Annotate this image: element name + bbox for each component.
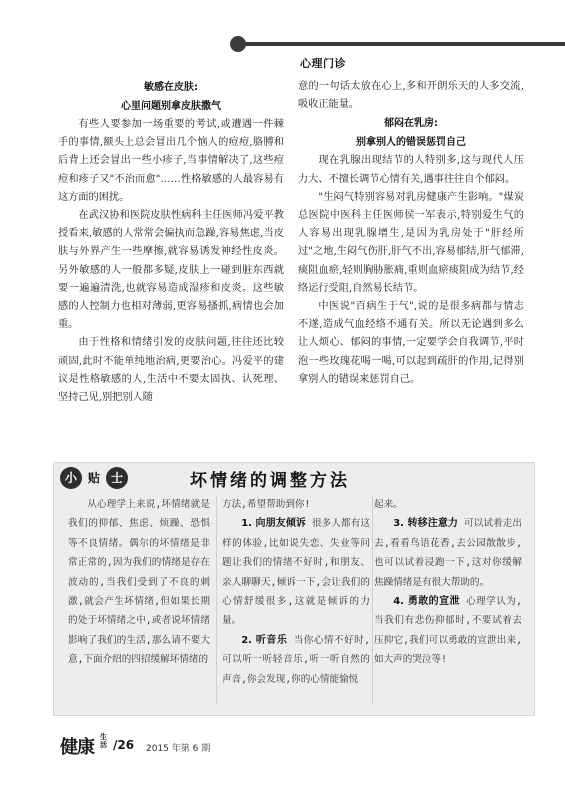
tip-heading: 1. 向朋友倾诉 (241, 518, 307, 530)
tip-text: 可以试着走出去,看看鸟语花香,去公园散散步,也可以试着浸跑一下,这对你缓解焦躁情绪是有很大帮助的。 (374, 518, 523, 588)
tip-music-continued: 起来。 (374, 499, 403, 510)
magazine-logo-small: 生活 (100, 733, 107, 749)
tips-intro-continued: 方法,希望帮助到你! (222, 499, 311, 510)
column-divider (216, 495, 217, 705)
header-rule (240, 42, 565, 46)
tip-text: 当你心情不好时,可以听一听轻音乐,听一听自然的声音,你会发现,你的心情能愉悦 (222, 634, 370, 685)
tip-heading: 2. 听音乐 (241, 634, 288, 646)
magazine-logo: 健康 (60, 737, 94, 758)
tip-heading: 4. 勇敢的宣泄 (393, 596, 460, 608)
article-right-column (298, 78, 524, 389)
badge-char: 士 (106, 467, 128, 489)
article1-subtitle: 心里问题别拿皮肤撒气 (121, 101, 221, 112)
issue-info: 2015 年第 6 期 (146, 744, 211, 754)
badge-char: 贴 (87, 471, 100, 485)
tip-text: 很多人都有这样的体验,比如说失恋、失业等问题让我们的情绪不好时,和朋友、亲人聊聊天,倾诉一下,会让我们的心情舒缓很多,这就是倾诉的力量。 (222, 518, 371, 627)
article1-paragraph: 在武汉协和医院皮肤性病科主任医师冯爱平教授看来,敏感的人常常会偏执而急躁,容易焦虑,当皮肤与外界产生一些摩擦,就容易诱发神经性皮炎。另外敏感的人一般都多疑,皮肤上一碰到脏东西就要一遍遍清洗,也就容易造成湿疹和皮炎。这些敏感的人控制力也相对薄弱,更容易搔抓,病情也会加重。 (58, 210, 284, 331)
badge-char: 小 (60, 467, 82, 489)
article2-subtitle: 别拿别人的错误惩罚自己 (356, 137, 466, 149)
section-label: 心理门诊 (300, 57, 346, 70)
article2-paragraph: "生闷气特别容易对乳房健康产生影响。"煤炭总医院中医科主任医师侯一军表示,特别爱生气的人容易出现乳腺增生,是因为乳房处于"肝经所过"之地,生闷气伤肝,肝气不出,容易郁结,肝气郁滞,痰阻血瘀,轻则胸胁胀痛,重则血瘀痰阻成为结节,经络运行受阻,自然易长结节。 (298, 191, 524, 294)
article2-paragraph: 现在乳腺出现结节的人特别多,这与现代人压力大、不擅长调节心情有关,遇事往往自个郁闷。 (298, 155, 524, 185)
article2-title: 郁闷在乳房: (384, 118, 438, 130)
article1-paragraph: 有些人要参加一场重要的考试,或遭遇一件棘手的事情,额头上总会冒出几个恼人的痘痘,胳膊和后背上还会冒出一些小疹子,当事情解决了,这些痘痘和疹子又"不治而愈"……性格敏感的人最容易有这方面的困扰。 (58, 119, 284, 203)
tips-intro: 从心理学上来说,坏情绪就是我们的抑郁、焦虑、烦躁、恐惧等不良情绪。偶尔的坏情绪是非常正常的,因为我们的情绪是存在波动的,当我们受到了不良的刺激,就会产生坏情绪,但如果长期的处于坏情绪之中,或者说坏情绪影响了我们的生活,那么请不要大意,下面介绍的四招缓解坏情绪的 (68, 499, 210, 666)
tip-text: 心理学认为,当我们有悲伤抑郁时,不要试着去压抑它,我们可以勇敢的宣泄出来,如大声的哭泣等! (374, 596, 522, 666)
article1-title: 敏感在皮肤: (144, 82, 198, 93)
tips-column-3 (374, 495, 522, 670)
page-number: /26 (113, 738, 135, 752)
tips-badge (60, 467, 130, 489)
tips-title: 坏情绪的调整方法 (190, 471, 350, 491)
article1-paragraph: 由于性格和情绪引发的皮肤问题,往往还比较顽固,此时不能单纯地治病,更要治心。冯爱平的建议是性格敏感的人,生活中不要太固执、认死理、坚持己见,别把别人随 (58, 337, 284, 404)
article-left-column (58, 78, 284, 407)
article2-paragraph: 中医说"百病生于气",说的是很多病都与情志不遂,造成气血经络不通有关。所以无论遇到多么让人烦心、郁闷的事情,一定要学会自我调节,平时泡一些玫瑰花喝一喝,可以起到疏肝的作用,记得别拿别人的错误来惩罚自己。 (298, 301, 524, 385)
tips-column-2 (222, 495, 370, 689)
column-divider (372, 495, 373, 705)
tip-heading: 3. 转移注意力 (393, 518, 459, 530)
article1-continued: 意的一句话太放在心上,多和开朗乐天的人多交流,吸收正能量。 (298, 81, 524, 111)
tips-column-1 (68, 495, 210, 670)
